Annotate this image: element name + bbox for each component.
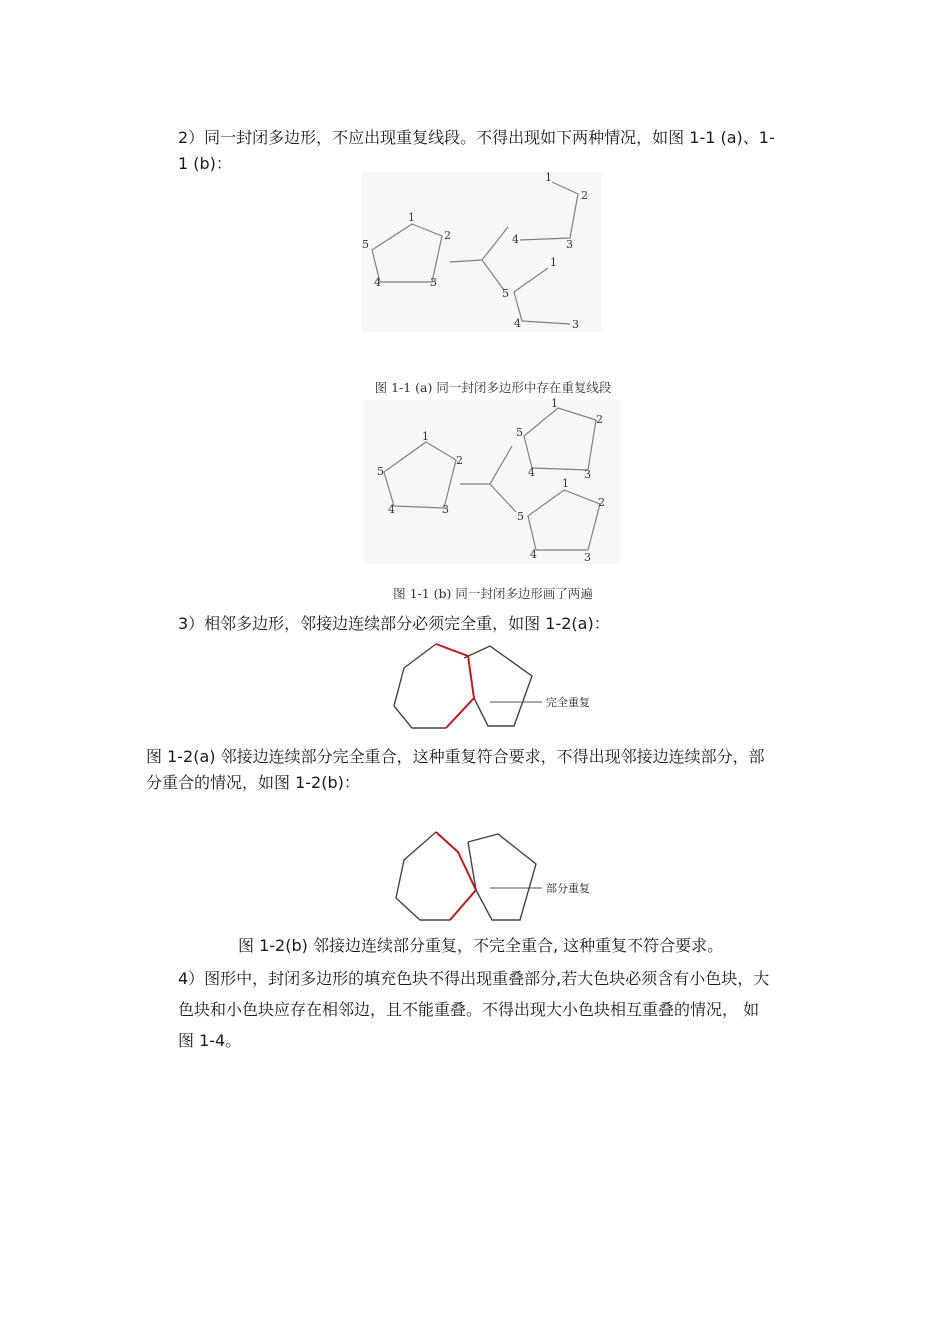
paragraph-mid-line-1: 图 1-2(a) 邻接边连续部分完全重合，这种重复符合要求，不得出现邻接边连续部分，部	[146, 747, 765, 766]
vertex-label-4: 4	[388, 503, 395, 516]
vertex-label-4: 4	[528, 466, 535, 479]
vertex-label-3: 3	[572, 318, 579, 331]
paragraph-3: 3）相邻多边形，邻接边连续部分必须完全重，如图 1-2(a)：	[178, 614, 610, 633]
paragraph-4-line-2: 色块和小色块应存在相邻边，且不能重叠。不得出现大小色块相互重叠的情况， 如	[178, 1000, 760, 1019]
vertex-label-5: 5	[502, 287, 509, 300]
vertex-label-2: 2	[444, 229, 451, 242]
paragraph-2-line-2: 1 (b)：	[178, 154, 232, 173]
figure-1-2a	[390, 638, 596, 734]
vertex-label-5: 5	[517, 510, 524, 523]
vertex-label-4: 4	[512, 233, 519, 246]
vertex-label-1: 1	[422, 430, 429, 443]
figure-1-1b	[364, 397, 620, 564]
vertex-label-1: 1	[408, 211, 415, 224]
vertex-label-2: 2	[581, 189, 588, 202]
vertex-label-3: 3	[584, 468, 591, 481]
paragraph-mid-line-2: 分重合的情况，如图 1-2(b)：	[146, 773, 360, 792]
label-partial-overlap: 部分重复	[546, 882, 590, 895]
vertex-label-4: 4	[374, 276, 381, 289]
figure-1-1b-caption: 图 1-1 (b) 同一封闭多边形画了两遍	[393, 586, 593, 601]
figure-1-2b-caption: 图 1-2(b) 邻接边连续部分重复，不完全重合, 这种重复不符合要求。	[238, 936, 724, 955]
figure-1-2b	[392, 828, 598, 926]
vertex-label-5: 5	[516, 426, 523, 439]
vertex-label-1: 1	[550, 256, 557, 269]
vertex-label-2: 2	[596, 413, 603, 426]
label-complete-overlap: 完全重复	[546, 696, 590, 709]
paragraph-2-line-1: 2）同一封闭多边形，不应出现重复线段。不得出现如下两种情况，如图 1-1 (a)、1-	[178, 128, 775, 147]
vertex-label-3: 3	[566, 238, 573, 251]
vertex-label-1: 1	[551, 397, 558, 410]
vertex-label-4: 4	[514, 317, 521, 330]
vertex-label-1: 1	[562, 477, 569, 490]
vertex-label-3: 3	[430, 276, 437, 289]
vertex-label-4: 4	[530, 548, 537, 561]
vertex-label-5: 5	[377, 465, 384, 478]
vertex-label-2: 2	[598, 496, 605, 509]
paragraph-4-line-3: 图 1-4。	[178, 1031, 242, 1050]
vertex-label-5: 5	[362, 238, 369, 251]
figure-1-1a-caption: 图 1-1 (a) 同一封闭多边形中存在重复线段	[374, 380, 612, 395]
vertex-label-1: 1	[545, 171, 552, 184]
vertex-label-3: 3	[584, 551, 591, 564]
paragraph-4-line-1: 4）图形中，封闭多边形的填充色块不得出现重叠部分,若大色块必须含有小色块，大	[178, 969, 770, 988]
vertex-label-3: 3	[442, 503, 449, 516]
figure-1-1a	[362, 172, 602, 332]
vertex-label-2: 2	[456, 454, 463, 467]
